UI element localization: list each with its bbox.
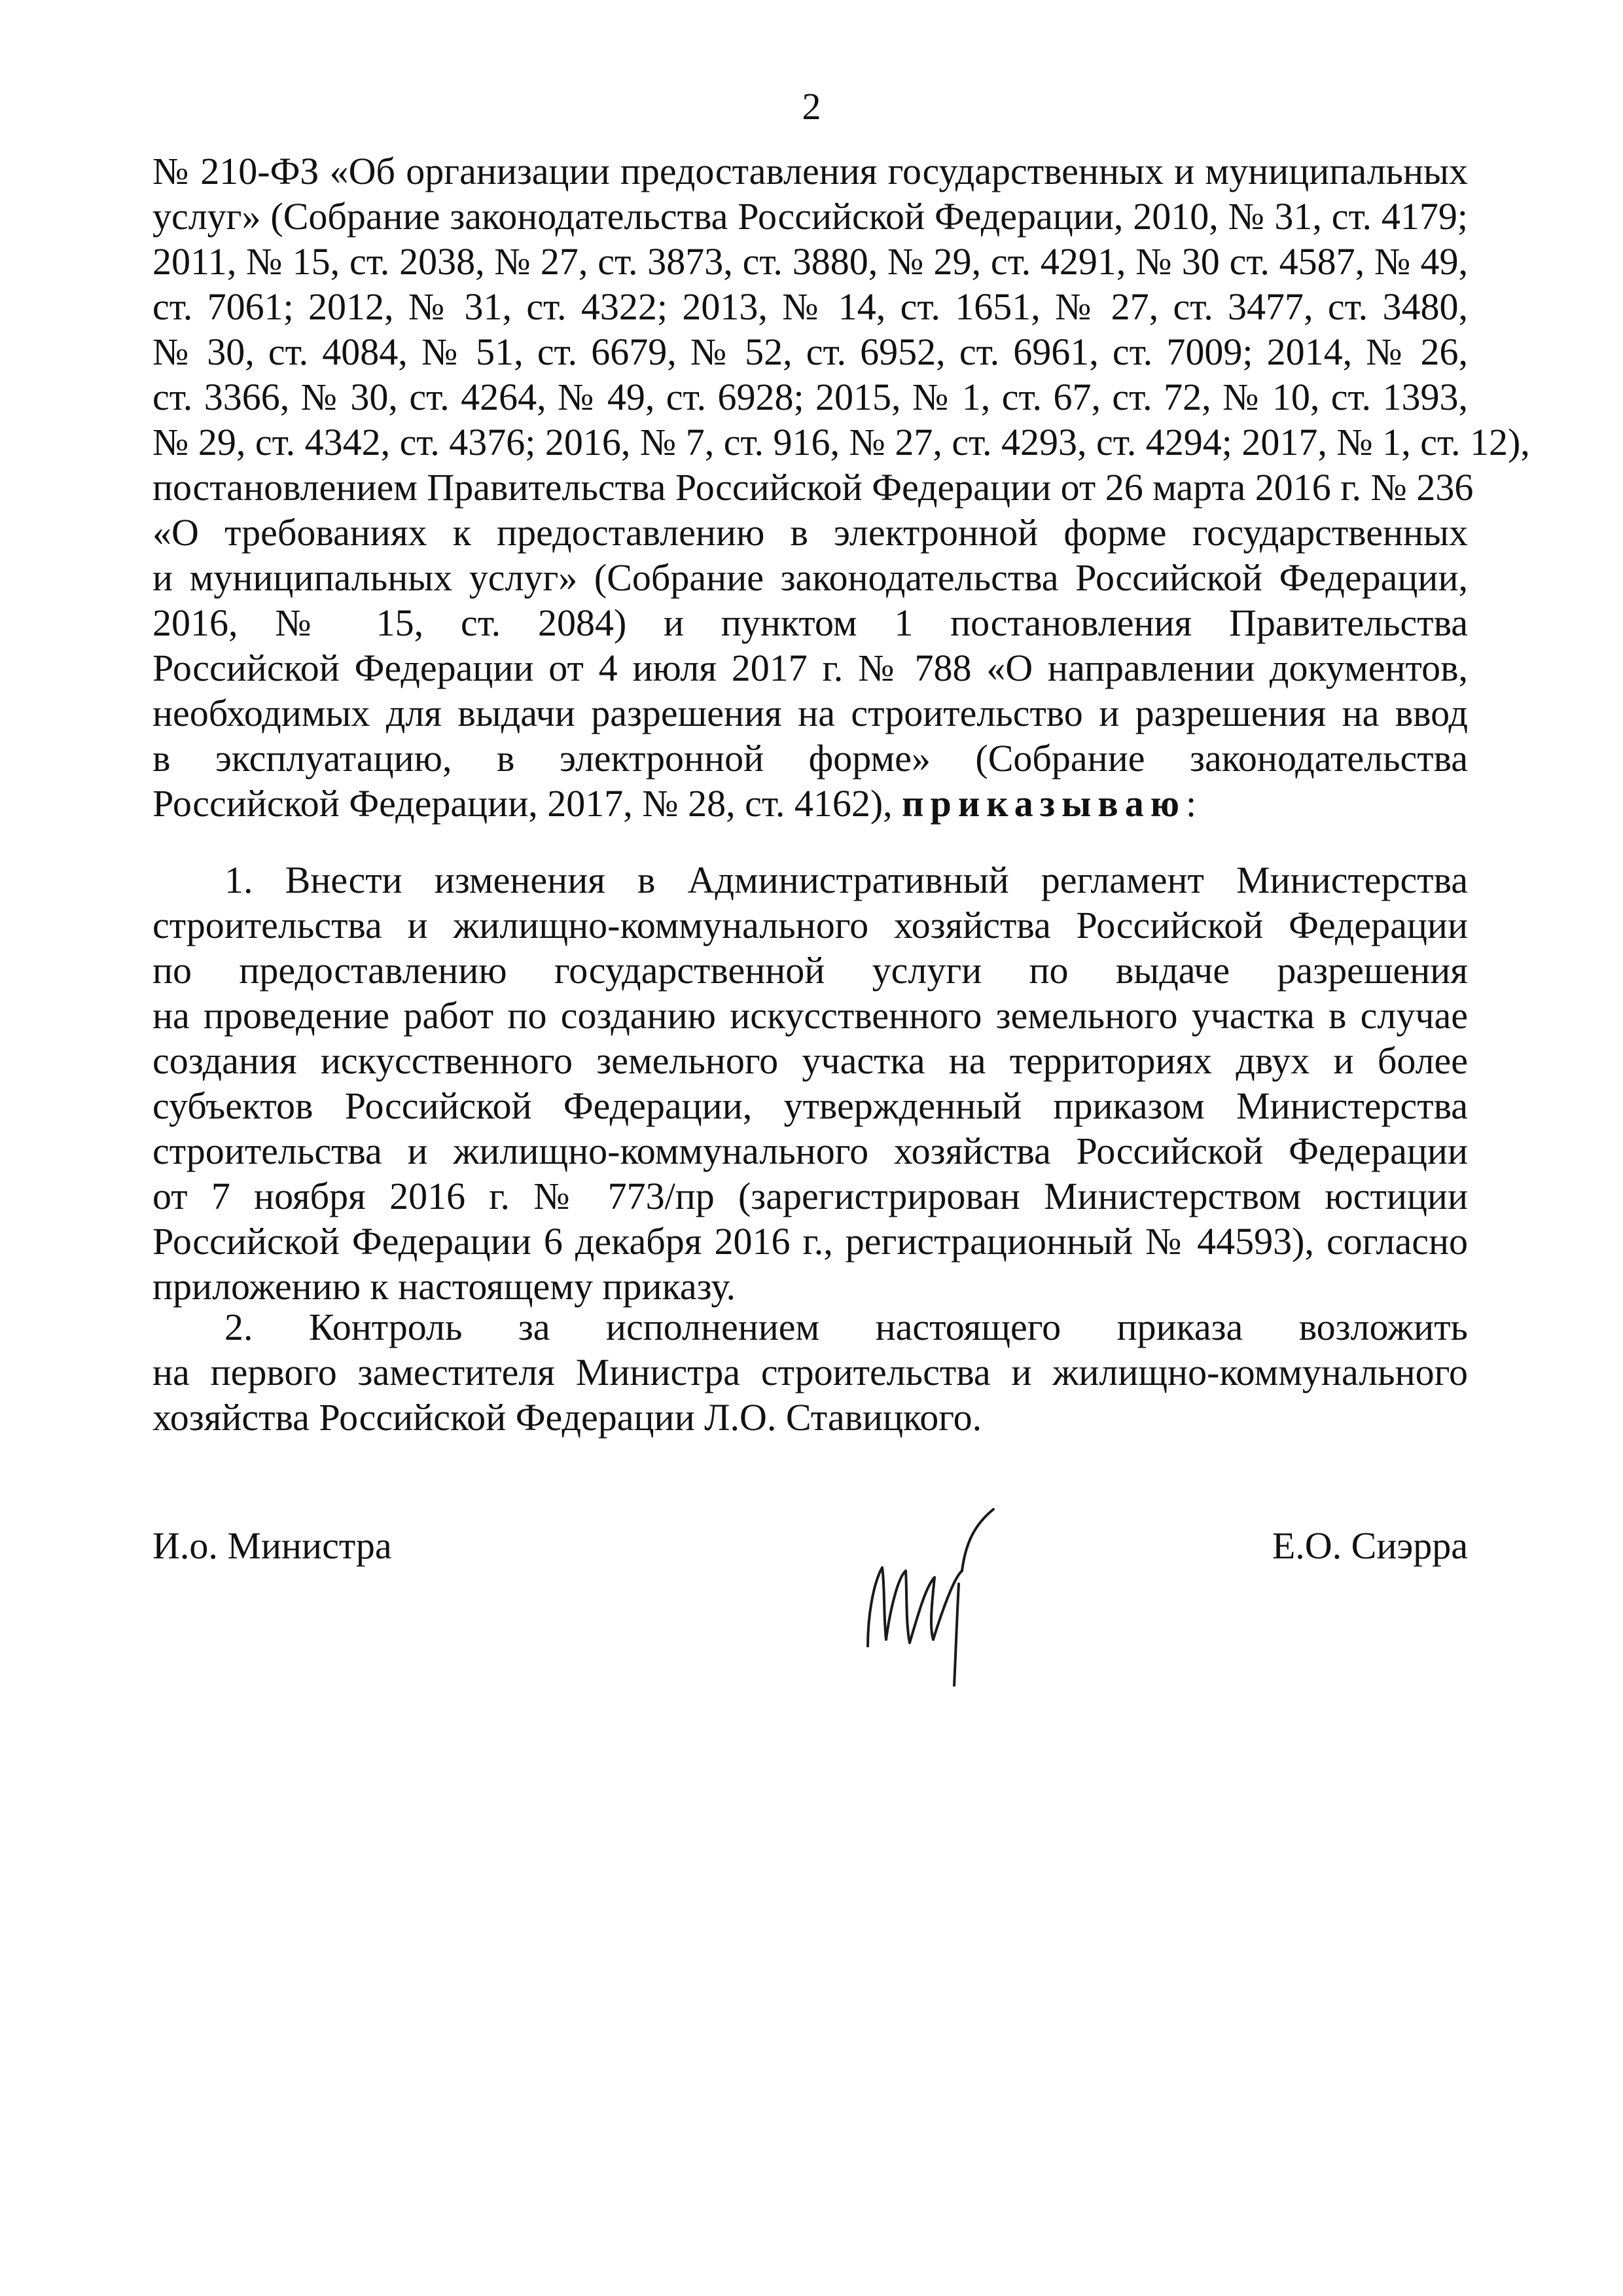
signatory-name: Е.О. Сиэрра	[1272, 1524, 1468, 1567]
text-line: № 29, ст. 4342, ст. 4376; 2016, № 7, ст. 916, № 27, ст. 4293, ст. 4294; 2017, № 1, ст. 12),	[152, 421, 1530, 463]
text-line: субъектов Российской Федерации, утвержденный приказом Министерства	[152, 1085, 1468, 1127]
text-line: ст. 3366, № 30, ст. 4264, № 49, ст. 6928; 2015, № 1, ст. 67, ст. 72, № 10, ст. 1393,	[152, 376, 1468, 418]
orders-word: приказываю	[902, 782, 1186, 825]
text-line: Российской Федерации 6 декабря 2016 г., регистрационный № 44593), согласно	[152, 1220, 1468, 1263]
page-number: 2	[802, 85, 821, 128]
text-line: на проведение работ по созданию искусственного земельного участка в случае	[152, 994, 1468, 1037]
text-line-final-body: Российской Федерации, 2017, № 28, ст. 4162),	[152, 782, 893, 825]
text-line: в эксплуатацию, в электронной форме» (Собрание законодательства	[152, 737, 1468, 780]
preamble-paragraph	[152, 149, 1530, 826]
text-line: по предоставлению государственной услуги по выдаче разрешения	[152, 949, 1468, 992]
order-item-2	[152, 1304, 1468, 1440]
text-line: № 30, ст. 4084, № 51, ст. 6679, № 52, ст. 6952, ст. 6961, ст. 7009; 2014, № 26,	[152, 331, 1468, 373]
text-line: 2. Контроль за исполнением настоящего приказа возложить	[224, 1306, 1468, 1348]
text-line: 1. Внести изменения в Административный регламент Министерства	[224, 859, 1468, 901]
text-line: 2016, № 15, ст. 2084) и пунктом 1 постановления Правительства	[152, 601, 1468, 644]
text-line: строительства и жилищно-коммунального хозяйства Российской Федерации	[152, 1130, 1468, 1172]
text-line: и муниципальных услуг» (Собрание законодательства Российской Федерации,	[152, 556, 1468, 599]
orders-colon: :	[1186, 782, 1197, 825]
text-line: «О требованиях к предоставлению в электронной форме государственных	[152, 511, 1468, 554]
text-line: Российской Федерации от 4 июля 2017 г. № 788 «О направлении документов,	[152, 647, 1468, 689]
text-line: ст. 7061; 2012, № 31, ст. 4322; 2013, № 14, ст. 1651, № 27, ст. 3477, ст. 3480,	[152, 285, 1468, 328]
text-line-final: хозяйства Российской Федерации Л.О. Ставицкого.	[152, 1396, 982, 1439]
text-line: создания искусственного земельного участка на территориях двух и более	[152, 1039, 1468, 1082]
handwritten-signature	[844, 1505, 1014, 1689]
signatory-title: И.о. Министра	[152, 1524, 392, 1567]
text-line: на первого заместителя Министра строительства и жилищно-коммунального	[152, 1351, 1468, 1393]
text-line-final: приложению к настоящему приказу.	[152, 1265, 736, 1308]
text-line: от 7 ноября 2016 г. № 773/пр (зарегистрирован Министерством юстиции	[152, 1175, 1468, 1217]
text-line: необходимых для выдачи разрешения на строительство и разрешения на ввод	[152, 692, 1468, 734]
text-line-final	[152, 781, 1468, 826]
text-line: постановлением Правительства Российской Федерации от 26 марта 2016 г. № 236	[152, 466, 1474, 509]
text-line: услуг» (Собрание законодательства Российской Федерации, 2010, № 31, ст. 4179;	[152, 195, 1468, 238]
text-line: № 210-ФЗ «Об организации предоставления государственных и муниципальных	[152, 150, 1468, 192]
text-line: строительства и жилищно-коммунального хозяйства Российской Федерации	[152, 904, 1468, 946]
text-line: 2011, № 15, ст. 2038, № 27, ст. 3873, ст. 3880, № 29, ст. 4291, № 30 ст. 4587, № 49,	[152, 240, 1468, 283]
order-item-1	[152, 857, 1468, 1309]
